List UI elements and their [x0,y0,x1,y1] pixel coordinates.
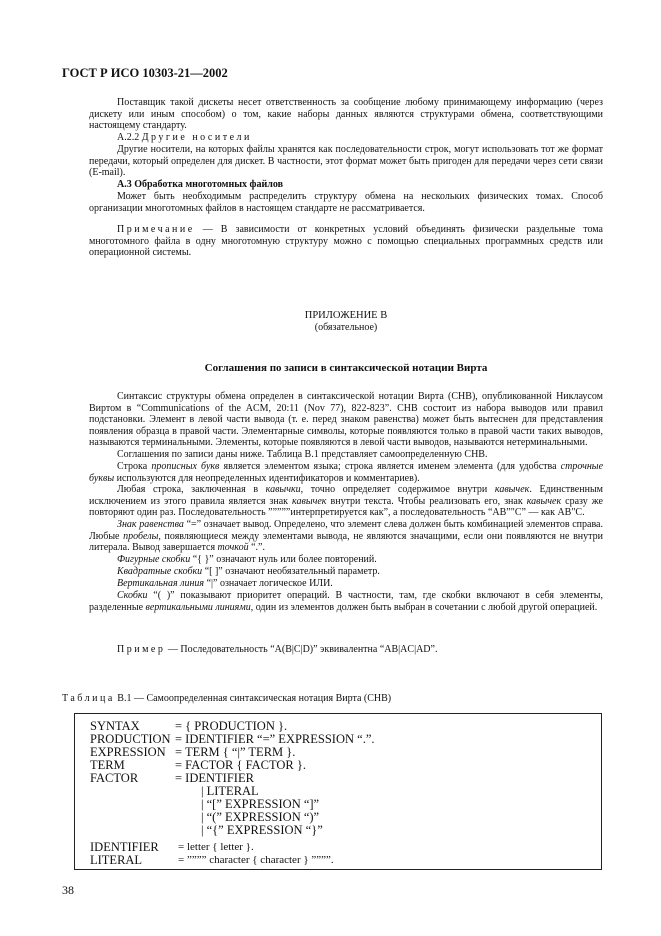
document-header: ГОСТ Р ИСО 10303-21—2002 [62,66,228,80]
table-alt: | “{” EXPRESSION “}” [201,823,323,837]
section-title: Другие носители [141,132,252,143]
italic-term: прописных букв [151,461,220,472]
text-span: Любая строка, заключенная в [117,484,266,495]
text-span: , точно определяет содержимое внутри [300,484,495,495]
table-alt: | “(” EXPRESSION “)” [201,810,320,824]
table-caption-text: В.1 — Самоопределенная синтаксическая нотация Вирта (СНВ) [114,693,392,704]
paragraph-diskette-responsibility: Поставщик такой дискеты несет ответственность за сообщение любому принимающему информацию (через дискету или иным способом) о том, какие наборы данных являются структурами обмена, соответствующими настоящему стандарту. [89,97,603,132]
example-label: Пример [117,644,166,655]
table-caption-label: Таблица [62,693,115,704]
italic-term: Квадратные скобки [117,566,203,577]
paragraph-vertical-line [89,578,603,590]
italic-term: кавычек [292,495,327,507]
italic-term: Вертикальная линия [117,578,205,589]
text-span: “=” означает вывод. Определено, что элемент слева должен быть комбинацией элементов справа. Любые [89,519,603,542]
table-caption [62,693,391,704]
note-text: — В зависимости от конкретных условий объединять физически раздельные тома многотомного файла в одну многотомную структуру можно с помощью специальных программных средств или операционной системы. [89,224,603,259]
table-value: = IDENTIFIER “=” EXPRESSION “.”. [175,732,375,746]
text-span: “|” означает логическое ИЛИ. [204,578,333,589]
table-value: = { PRODUCTION }. [175,719,288,733]
paragraph-quotes [89,484,603,519]
paragraph-other-media: Другие носители, на которых файлы хранятся как последовательности строк, могут использовать тот же формат передачи, который определен для дискет. В частности, этот формат может быть пригоден для передачи через сети связи (E-mail). [89,144,603,179]
italic-term: точкой [217,542,249,554]
text-span: “( )” показывают приоритет операций. В частности, там, где скобки включают в себя элементы, разделенные [89,590,603,613]
italic-term: Скобки [117,590,148,601]
table-key: FACTOR [90,771,139,785]
table-value: = letter { letter }. [178,841,254,853]
paragraph-uppercase [89,461,603,484]
example [89,644,603,656]
text-span: “.”. [248,542,265,554]
table-key: TERM [90,758,125,772]
table-key: IDENTIFIER [90,840,159,854]
table-alt: | LITERAL [201,784,259,798]
paragraph-wsn-intro: Синтаксис структуры обмена определен в синтаксической нотации Вирта (СНВ), опубликованной Никлаусом Виртом в “Communications of the ACM, 20:11 (Nov 77), 822-823”. СНВ состоит из набора выводов или правил подстановки. Элемент в левой части вывода (т. е. перед знаком равенства) может быть вытеснен для представления появления образца в правой части. Элементарные символы, которые появляются только в правой части таких выводов, называются терминальными. Элементы, которые появляются в левой части выводов, называются нетерминальными. [89,391,603,449]
appendix-subtitle: (обязательное) [314,322,378,333]
section-heading-a3: А.3 Обработка многотомных файлов [117,179,283,190]
table-key: LITERAL [90,853,143,867]
table-alt: | “[” EXPRESSION “]” [201,797,320,811]
table-key: PRODUCTION [90,732,171,746]
table-value: = IDENTIFIER [175,771,254,785]
table-key: SYNTAX [90,719,140,733]
paragraph-braces [89,554,603,566]
table-value: = FACTOR { FACTOR }. [175,758,306,772]
italic-term: кавычек [526,495,562,507]
table-key: EXPRESSION [90,745,166,759]
italic-term: строчные буквы [89,461,604,484]
text-span: является элементом языка; строка является именем элемента (для удобства [219,461,561,472]
italic-term: Фигурные скобки [117,554,191,565]
italic-term: кавычек [494,484,530,495]
paragraph-brackets [89,566,603,578]
text-span: , один из элементов должен быть выбран в сочетании с любой другой операцией. [250,601,598,613]
text-span: Строка [117,461,152,472]
text-span: используются для неопределенных идентификаторов и комментариев). [114,472,420,484]
table-value: = ”””” character { character } ””””. [178,854,334,866]
text-span: внутри текста. Чтобы реализовать его, знак [326,495,527,507]
italic-term: вертикальными линиями [145,601,251,613]
wsn-table [74,713,602,841]
italic-term: Знак равенства [117,519,184,530]
paragraph-parentheses [89,590,603,613]
page-number: 38 [62,883,74,897]
paragraph-multivolume: Может быть необходимым распределить структуру обмена на нескольких физических томах. Способ организации многотомных файлов в настоящем стандарте не рассматривается. [89,191,603,214]
appendix-title: ПРИЛОЖЕНИЕ В [304,310,388,321]
section-number: А.2.2 [117,132,140,143]
text-span: . Единственным исключением из этого правила является знак [89,484,603,507]
text-span: сразу же повторяют один раз. Последовательность ”””””интерпретируется как”, а последовательность “АВ”"С” — как АВ"С. [89,495,603,519]
section-heading-a22 [89,132,603,144]
paragraph-equals [89,519,603,554]
italic-term: кавычки [265,484,301,495]
paragraph-conventions: Соглашения по записи даны ниже. Таблица В.1 представляет самоопределенную СНВ. [117,449,488,460]
note [89,224,603,259]
text-span: , появляющиеся между элементами вывода, не являются значащими, если они появляются не внутри литерала. Вывод завершается [89,530,603,554]
table-value: = TERM { “|” TERM }. [175,745,296,759]
text-span: “[ ]” означают необязательный параметр. [202,566,380,577]
italic-term: пробелы [123,530,159,542]
note-label: Примечание [117,224,195,235]
section-title-wirth: Соглашения по записи в синтаксической нотации Вирта [204,362,488,374]
text-span: “{ }” означают нуль или более повторений. [190,554,377,565]
example-text: — Последовательность “A(B|C|D)” эквивалентна “AB|AC|AD”. [165,644,438,655]
